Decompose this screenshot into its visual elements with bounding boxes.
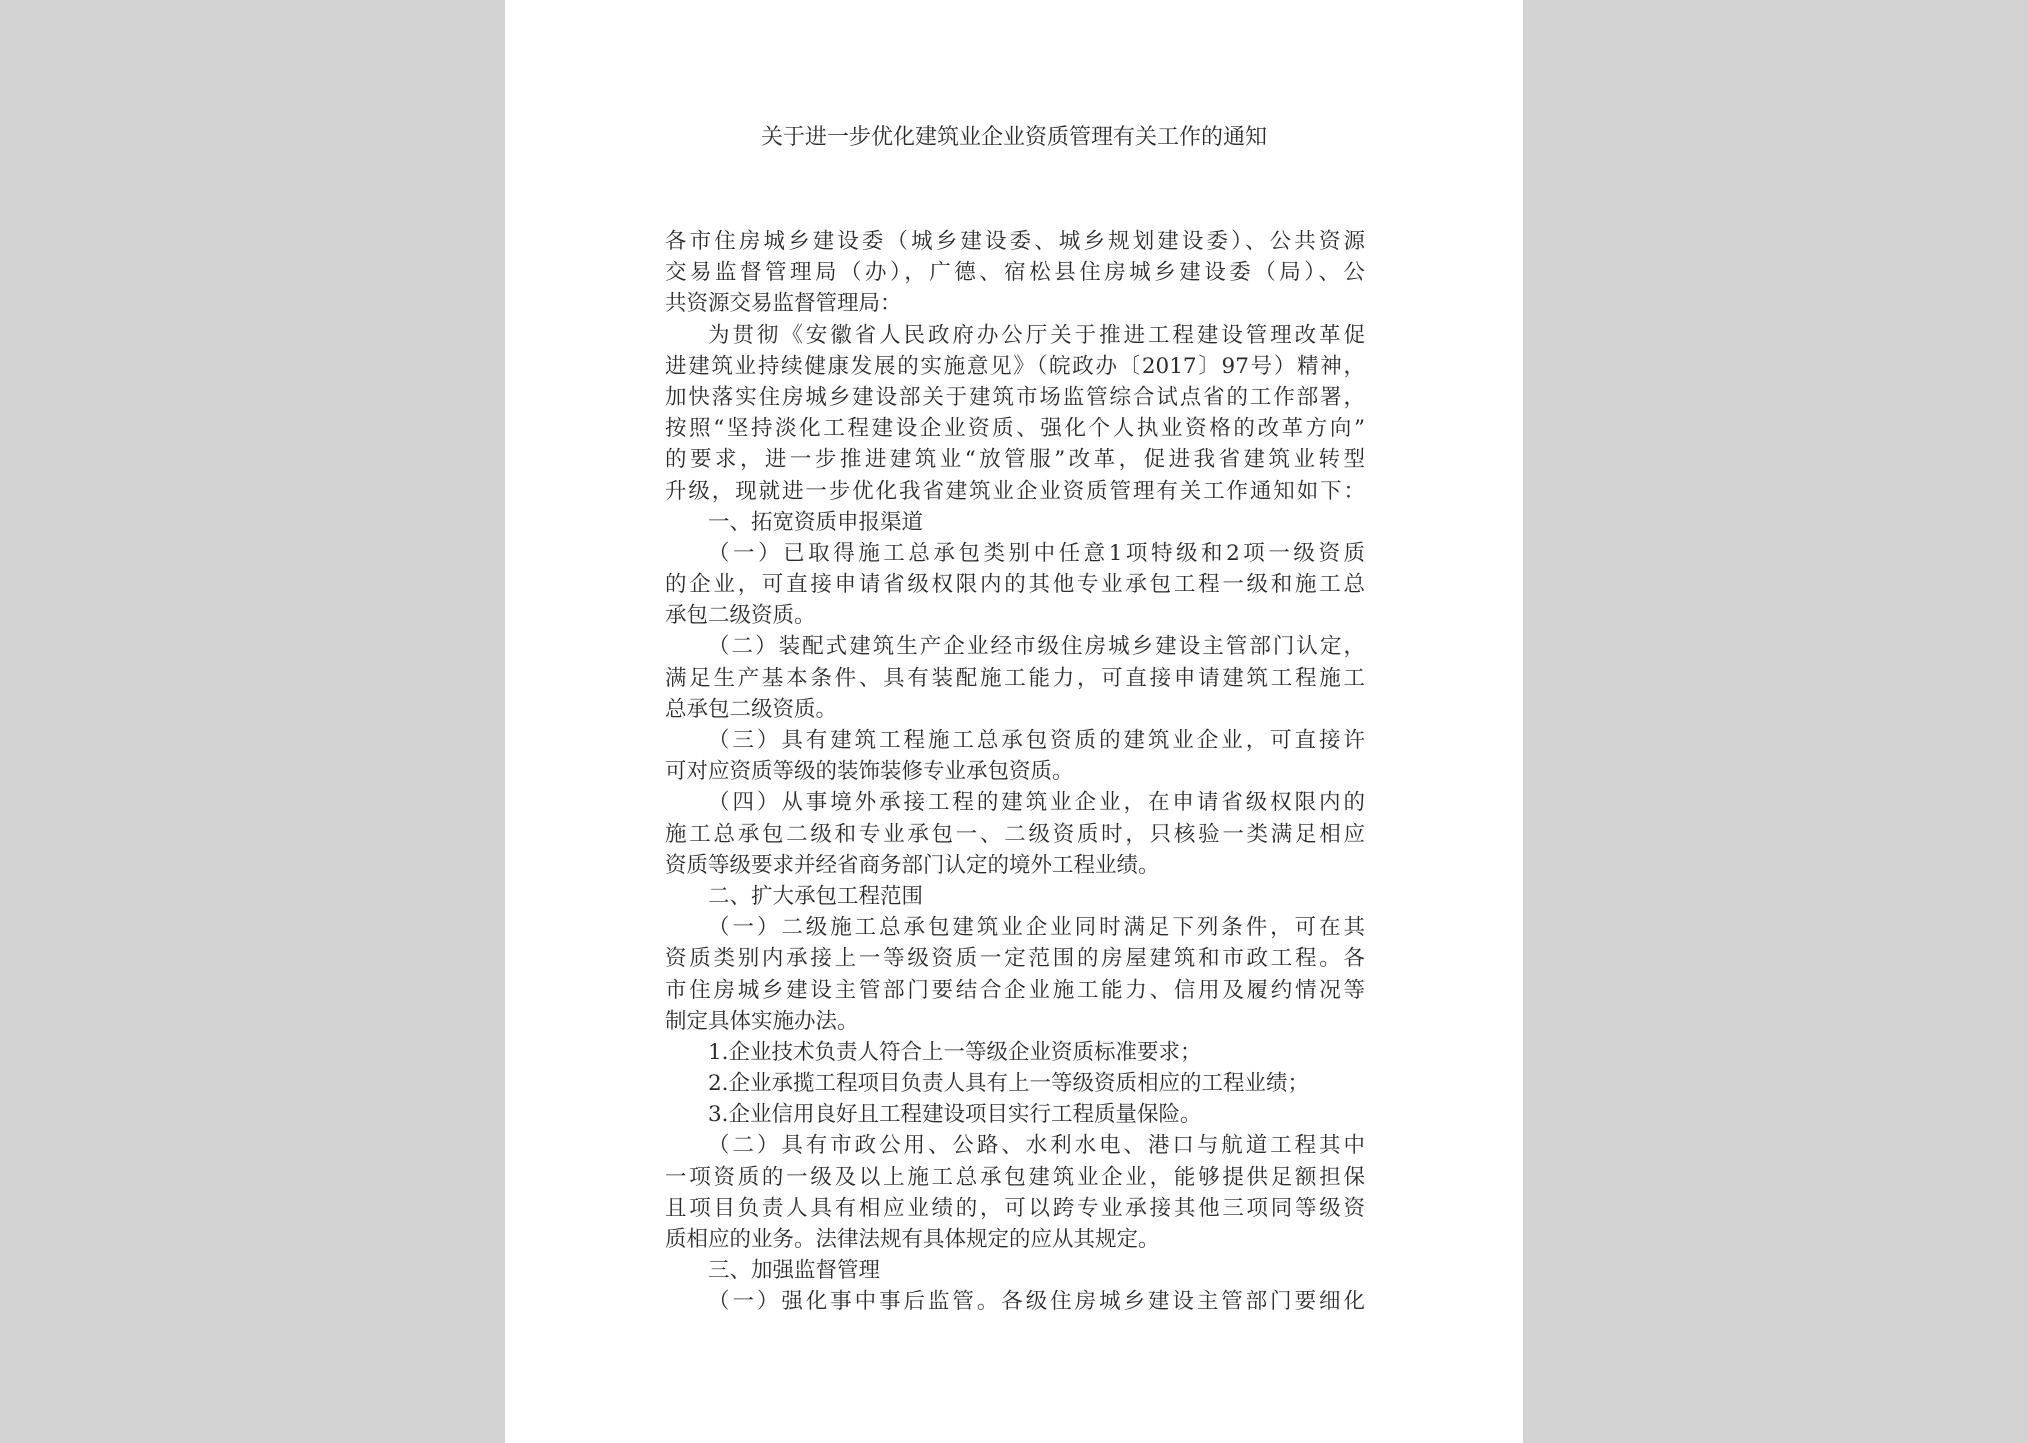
text-line: （二）具有市政公用、公路、水利水电、港口与航道工程其中 <box>708 1133 1365 1159</box>
text-line: 市住房城乡建设主管部门要结合企业施工能力、信用及履约情况等 <box>665 977 1365 1003</box>
document-page <box>505 0 1523 1443</box>
text-line: 2.企业承揽工程项目负责人具有上一等级资质相应的工程业绩； <box>708 1071 1310 1097</box>
text-line: 总承包二级资质。 <box>665 696 838 722</box>
document-body <box>665 226 1365 1318</box>
text-line: 的企业，可直接申请省级权限内的其他专业承包工程一级和施工总 <box>665 572 1365 598</box>
text-line: 加快落实住房城乡建设部关于建筑市场监管综合试点省的工作部署， <box>665 384 1365 410</box>
text-line: 升级，现就进一步优化我省建筑业企业资质管理有关工作通知如下： <box>665 478 1365 504</box>
text-line: 且项目负责人具有相应业绩的，可以跨专业承接其他三项同等级资 <box>665 1195 1365 1221</box>
text-line: 可对应资质等级的装饰装修专业承包资质。 <box>665 759 1074 785</box>
text-line: 进建筑业持续健康发展的实施意见》（皖政办〔2017〕97号）精神， <box>665 353 1365 379</box>
document-title: 关于进一步优化建筑业企业资质管理有关工作的通知 <box>760 125 1267 150</box>
text-line: 资质等级要求并经省商务部门认定的境外工程业绩。 <box>665 852 1160 878</box>
text-line: 二、扩大承包工程范围 <box>708 883 924 909</box>
text-line: （二）装配式建筑生产企业经市级住房城乡建设主管部门认定， <box>708 634 1365 660</box>
text-line: （一）二级施工总承包建筑业企业同时满足下列条件，可在其 <box>708 915 1365 941</box>
text-line: 按照“坚持淡化工程建设企业资质、强化个人执业资格的改革方向” <box>665 416 1365 442</box>
text-line: 满足生产基本条件、具有装配施工能力，可直接申请建筑工程施工 <box>665 665 1365 691</box>
text-line: 质相应的业务。法律法规有具体规定的应从其规定。 <box>665 1227 1160 1252</box>
text-line: 一项资质的一级及以上施工总承包建筑业企业，能够提供足额担保 <box>665 1164 1365 1190</box>
text-line: （一）强化事中事后监管。各级住房城乡建设主管部门要细化 <box>708 1289 1365 1315</box>
text-line: 制定具体实施办法。 <box>665 1008 859 1034</box>
text-line: （四）从事境外承接工程的建筑业企业，在申请省级权限内的 <box>708 790 1365 816</box>
text-line: 3.企业信用良好且工程建设项目实行工程质量保险。 <box>708 1102 1202 1128</box>
text-line: 共资源交易监督管理局： <box>665 291 902 317</box>
text-line: 施工总承包二级和专业承包一、二级资质时，只核验一类满足相应 <box>665 821 1365 847</box>
text-line: 1.企业技术负责人符合上一等级企业资质标准要求； <box>708 1039 1202 1065</box>
text-line: 资质类别内承接上一等级资质一定范围的房屋建筑和市政工程。各 <box>665 946 1365 972</box>
text-line: （三）具有建筑工程施工总承包资质的建筑业企业，可直接许 <box>708 728 1365 753</box>
text-line: 三、加强监督管理 <box>708 1258 881 1284</box>
text-line: （一）已取得施工总承包类别中任意1项特级和2项一级资质 <box>708 540 1365 566</box>
text-line: 交易监督管理局（办），广德、宿松县住房城乡建设委（局）、公 <box>665 260 1365 286</box>
text-line: 为贯彻《安徽省人民政府办公厅关于推进工程建设管理改革促 <box>708 322 1365 348</box>
text-line: 各市住房城乡建设委（城乡建设委、城乡规划建设委）、公共资源 <box>665 229 1365 254</box>
text-line: 一、拓宽资质申报渠道 <box>708 509 924 535</box>
text-line: 承包二级资质。 <box>665 603 816 629</box>
text-line: 的要求，进一步推进建筑业“放管服”改革，促进我省建筑业转型 <box>665 447 1365 473</box>
